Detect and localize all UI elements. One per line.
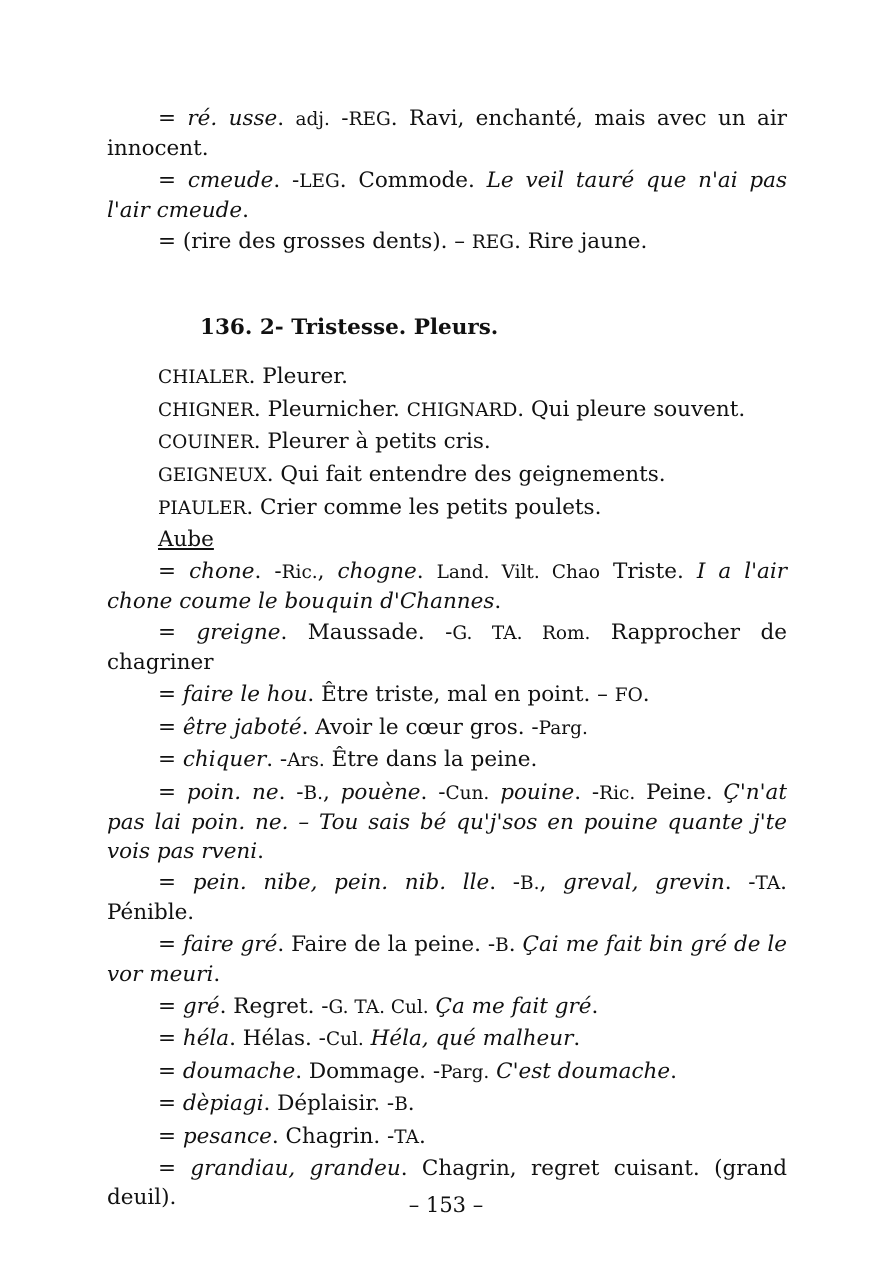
subsection-title: Aube: [158, 527, 214, 553]
italic-text: poin. ne: [186, 779, 279, 805]
text-run: =: [158, 993, 183, 1019]
italic-text: cmeude: [187, 167, 274, 193]
text-run: ,: [539, 870, 563, 896]
italic-text: greigne: [196, 620, 281, 646]
text-run: . -: [489, 870, 521, 896]
section-heading: 136. 2- Tristesse. Pleurs.: [200, 315, 499, 341]
dictionary-entry: [107, 868, 787, 927]
abbreviation: G. TA. Cul.: [328, 996, 429, 1018]
abbreviation: G. TA. Rom.: [452, 623, 591, 645]
text-run: =: [158, 558, 190, 584]
dictionary-entry: [107, 557, 787, 616]
abbreviation: Land. Vilt. Chao: [436, 561, 601, 583]
italic-text: Ça me fait gré: [435, 993, 592, 1019]
text-run: . Hélas. -: [229, 1026, 326, 1052]
abbreviation: REG: [348, 109, 391, 130]
dictionary-entry: [107, 618, 787, 677]
abbreviation: Ars.: [287, 750, 325, 772]
top-entries: [107, 104, 787, 257]
abbreviation: REG: [471, 232, 515, 254]
abbreviation: B.: [303, 782, 323, 804]
italic-text: ré. usse: [187, 106, 278, 131]
text-run: Rapprocher de chagriner: [107, 620, 788, 676]
abbreviation: Cun.: [445, 782, 490, 804]
dictionary-entry: [107, 1024, 787, 1054]
abbreviation: Cul.: [325, 1029, 364, 1051]
abbreviation: Ric.: [599, 782, 636, 804]
italic-text: être jaboté: [182, 714, 302, 740]
subsection-label: [107, 525, 787, 554]
text-run: =: [158, 870, 193, 896]
abbreviation: Parg.: [538, 717, 588, 739]
text-run: . Crier comme les petits poulets.: [246, 494, 602, 520]
text-run: ,: [317, 558, 338, 584]
text-run: .: [508, 931, 523, 957]
text-run: .: [407, 1091, 415, 1117]
text-run: = (rire des grosses dents). –: [158, 229, 472, 255]
term-entry: [107, 395, 787, 425]
italic-text: héla: [182, 1026, 230, 1052]
text-run: . Dommage. -: [295, 1058, 441, 1084]
text-run: . Commode.: [339, 167, 487, 193]
text-run: . Qui fait entendre des geignements.: [266, 461, 666, 487]
blank-space: [107, 257, 787, 313]
text-run: . Chagrin, regret cuisant. (grand deuil).: [107, 1156, 787, 1211]
text-run: Être dans la peine.: [324, 747, 538, 773]
text-run: =: [158, 106, 188, 131]
text-run: . Ravi, enchanté, mais avec un air innocent.: [107, 106, 787, 161]
text-run: . -: [273, 167, 300, 193]
text-run: =: [158, 1156, 191, 1182]
text-run: . Rire jaune.: [514, 229, 648, 255]
text-run: . -: [724, 870, 756, 896]
italic-text: Le veil tauré que n'ai pas l'air cmeude: [107, 167, 787, 223]
dictionary-entry: [107, 745, 787, 775]
text-run: . Faire de la peine. -: [277, 931, 496, 957]
abbreviation: TA: [394, 1126, 419, 1148]
dictionary-entry: [107, 1057, 787, 1087]
text-run: Triste.: [600, 558, 697, 584]
abbreviation: GEIGNEUX: [158, 464, 267, 486]
italic-text: pouène: [340, 779, 421, 805]
italic-text: I a l'air chone coume le bouquin d'Channes: [107, 558, 787, 614]
text-run: . Regret. -: [219, 993, 329, 1019]
dictionary-entry: [107, 680, 787, 710]
text-run: .: [494, 588, 502, 614]
page-number: – 153 –: [408, 1193, 484, 1217]
abbreviation: CHIGNARD: [406, 399, 518, 421]
dictionary-entry: [107, 1089, 787, 1119]
text-run: . Pleurer à petits cris.: [253, 429, 491, 455]
abbreviation: COUINER: [158, 432, 254, 454]
text-run: . Pleurnicher.: [253, 396, 407, 422]
text-run: .: [670, 1058, 677, 1084]
abbreviation: PIAULER: [158, 497, 247, 519]
italic-text: faire le hou: [182, 681, 308, 707]
abbreviation: CHIALER: [158, 367, 249, 389]
italic-text: pein. nibe, pein. nib. lle: [192, 870, 490, 896]
italic-text: pouine: [500, 779, 575, 805]
text-run: [364, 1026, 371, 1051]
italic-text: chiquer: [182, 747, 267, 773]
italic-text: pesance: [182, 1123, 272, 1149]
text-run: . Être triste, mal en point. –: [307, 681, 615, 707]
italic-text: chone: [189, 558, 255, 584]
text-run: .: [642, 681, 650, 707]
text-run: .: [573, 1026, 581, 1052]
abbreviation: CHIGNER: [158, 399, 254, 421]
dictionary-entry: [107, 930, 787, 989]
term-entry: [107, 493, 787, 523]
text-run: [429, 994, 436, 1019]
abbreviation: B: [495, 934, 509, 956]
text-run: . -: [254, 558, 282, 584]
text-run: .: [277, 106, 296, 131]
dictionary-entry: [107, 104, 787, 163]
dictionary-entry: [107, 992, 787, 1022]
text-run: =: [158, 1026, 183, 1052]
abbreviation: Ric.: [281, 561, 318, 583]
text-run: -: [329, 106, 349, 131]
text-run: =: [158, 1058, 183, 1084]
italic-text: dèpiagi: [182, 1091, 264, 1117]
text-run: =: [158, 931, 183, 957]
text-run: . -: [278, 779, 304, 805]
text-run: . Maussade. -: [280, 620, 453, 646]
text-run: ,: [322, 779, 341, 805]
entry-list: [107, 557, 787, 1213]
dictionary-entry: [107, 713, 787, 743]
dictionary-entry: [107, 778, 787, 866]
text-run: .: [591, 993, 599, 1019]
text-run: . -: [420, 779, 446, 805]
term-entry: [107, 460, 787, 490]
abbreviation: adj.: [295, 109, 330, 130]
text-run: . Qui pleure souvent.: [517, 396, 746, 422]
italic-text: gré: [182, 993, 220, 1019]
italic-text: C'est doumache: [496, 1058, 671, 1084]
italic-text: grandiau, grandeu: [190, 1156, 401, 1182]
abbreviation: FO: [614, 684, 643, 706]
dictionary-entry: [107, 227, 787, 257]
page-body: [107, 104, 787, 1212]
text-run: . Pénible.: [107, 870, 788, 926]
abbreviation: B: [394, 1094, 408, 1116]
term-list: [107, 362, 787, 522]
text-run: =: [158, 779, 187, 805]
text-run: =: [158, 167, 188, 193]
text-run: . Chagrin. -: [271, 1123, 395, 1149]
italic-text: greval, grevin: [563, 870, 725, 896]
italic-text: faire gré: [182, 931, 278, 957]
term-entry: [107, 362, 787, 392]
text-run: =: [158, 1091, 183, 1117]
text-run: .: [242, 197, 249, 223]
abbreviation: Parg.: [440, 1061, 490, 1083]
dictionary-entry: [107, 1122, 787, 1152]
dictionary-entry: [107, 166, 787, 225]
text-run: =: [158, 714, 183, 740]
text-run: =: [158, 747, 183, 773]
text-run: . Déplaisir. -: [263, 1091, 395, 1117]
text-run: .: [213, 961, 221, 987]
text-run: . Pleurer.: [248, 364, 348, 390]
italic-text: Héla, qué malheur: [370, 1026, 574, 1052]
italic-text: chogne: [337, 558, 417, 584]
abbreviation: B.: [520, 873, 540, 895]
text-run: .: [416, 558, 437, 584]
italic-text: Çai me fait bin gré de le vor meuri: [107, 931, 787, 987]
text-run: . -: [574, 779, 600, 805]
text-run: =: [158, 681, 183, 707]
text-run: [489, 780, 500, 805]
text-run: =: [158, 620, 197, 646]
text-run: .: [257, 838, 264, 864]
abbreviation: TA: [755, 873, 781, 895]
text-run: . Avoir le cœur gros. -: [301, 714, 539, 740]
italic-text: Ç'n'at pas lai poin. ne. – Tou sais bé qu'j'sos en pouine quante j'te vois pas rveni: [107, 779, 787, 864]
text-run: . -: [266, 747, 288, 773]
term-entry: [107, 427, 787, 457]
text-run: .: [418, 1123, 426, 1149]
text-run: Peine.: [635, 779, 724, 805]
italic-text: doumache: [182, 1058, 296, 1084]
abbreviation: LEG: [299, 170, 340, 192]
text-run: =: [158, 1123, 183, 1149]
